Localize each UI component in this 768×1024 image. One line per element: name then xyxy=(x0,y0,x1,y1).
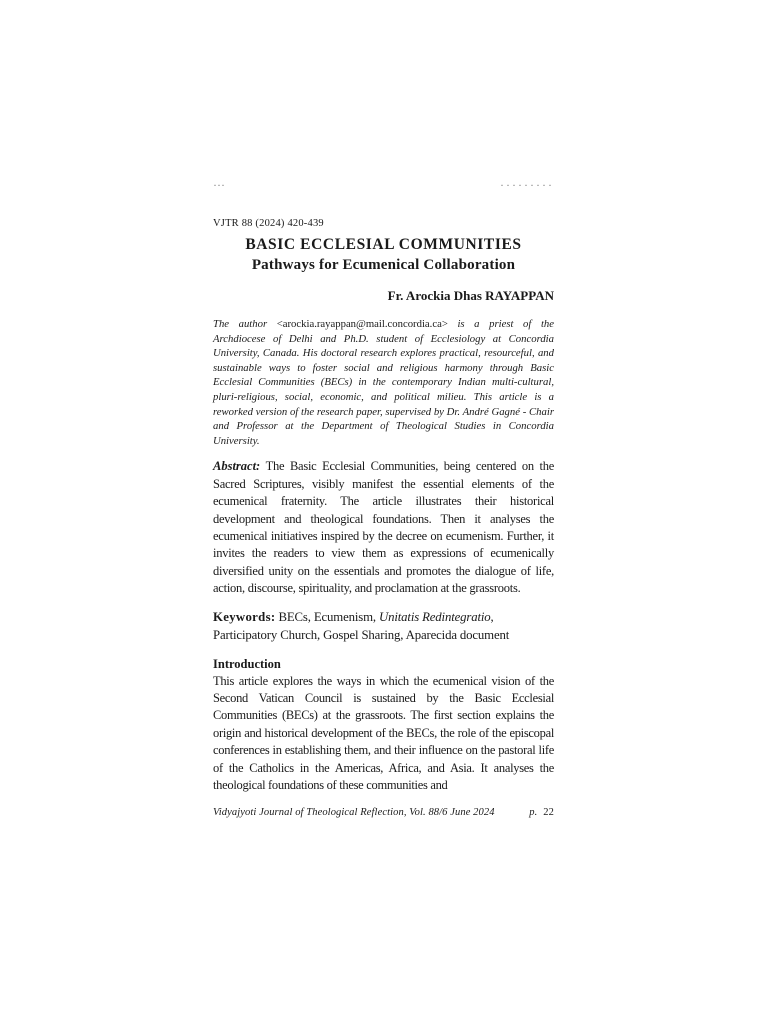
introduction-heading: Introduction xyxy=(213,656,281,671)
introduction-text: This article explores the ways in which the ecumenical vision of the Second Vatican Council is sustained by the Basic Ecclesial Communities (BECs) at the grassroots. The first section explains the origin and historical development of the BECs, the role of the episcopal conferences in establishing them, and their influence on the pastoral life of the Catholics in the Americas, Africa, and Asia. It analyses the theological foundations of these communities and xyxy=(213,673,554,793)
abstract xyxy=(213,458,554,597)
keywords xyxy=(213,608,554,644)
footer-page-prefix: p. xyxy=(529,807,538,819)
page-footer xyxy=(213,807,554,818)
article-title: BASIC ECCLESIAL COMMUNITIES xyxy=(245,236,522,253)
cropped-header-right: ········· xyxy=(500,178,554,192)
journal-citation: VJTR 88 (2024) 420-439 xyxy=(213,218,324,229)
footer-page-number: 22 xyxy=(543,807,554,819)
article-page xyxy=(213,178,554,819)
cropped-header-left: ··· xyxy=(213,178,225,192)
keywords-label: Keywords: xyxy=(213,609,276,624)
author-name: Fr. Arockia Dhas RAYAPPAN xyxy=(387,288,554,303)
abstract-text: The Basic Ecclesial Communities, being centered on the Sacred Scriptures, visibly manifest the essential elements of the ecumenical fraternity. The article illustrates their historical development and theological foundations. Then it analyses the ecumenical initiatives inspired by the decree on ecumenism. Further, it invites the readers to view them as expressions of ecumenically diversified unity on the essentials and promotes the dialogue of life, action, discourse, spirituality, and proclamation at the grassroots. xyxy=(213,459,554,596)
footer-journal: Vidyajyoti Journal of Theological Reflection, Vol. 88/6 June 2024 xyxy=(213,807,495,819)
keywords-italic: Unitatis Redintegratio xyxy=(379,609,491,624)
keywords-part1: BECs, Ecumenism, xyxy=(275,609,380,624)
abstract-label: Abstract: xyxy=(213,459,261,474)
footer-page xyxy=(529,807,554,818)
author-note-prefix: The author xyxy=(213,318,277,330)
cropped-running-header xyxy=(213,178,554,192)
author-note-text: is a priest of the Archdiocese of Delhi and Ph.D. student of Ecclesiology at Concordia University, Canada. His doctoral research explores practical, resourceful, and sustainable ways to foster social and religious harmony through Basic Ecclesial Communities (BECs) in the contemporary Indian multi-cultural, pluri-religious, social, economic, and political milieu. This article is a reworked version of the research paper, supervised by Dr. André Gagné - Chair and Professor at the Department of Theological Studies in Concordia University. xyxy=(213,318,554,447)
article-subtitle: Pathways for Ecumenical Collaboration xyxy=(251,257,516,273)
author-email: <arockia.rayappan@mail.concordia.ca> xyxy=(276,318,448,330)
author-note xyxy=(213,317,554,448)
keywords-part2: , Participatory Church, Gospel Sharing, Aparecida document xyxy=(213,609,510,642)
